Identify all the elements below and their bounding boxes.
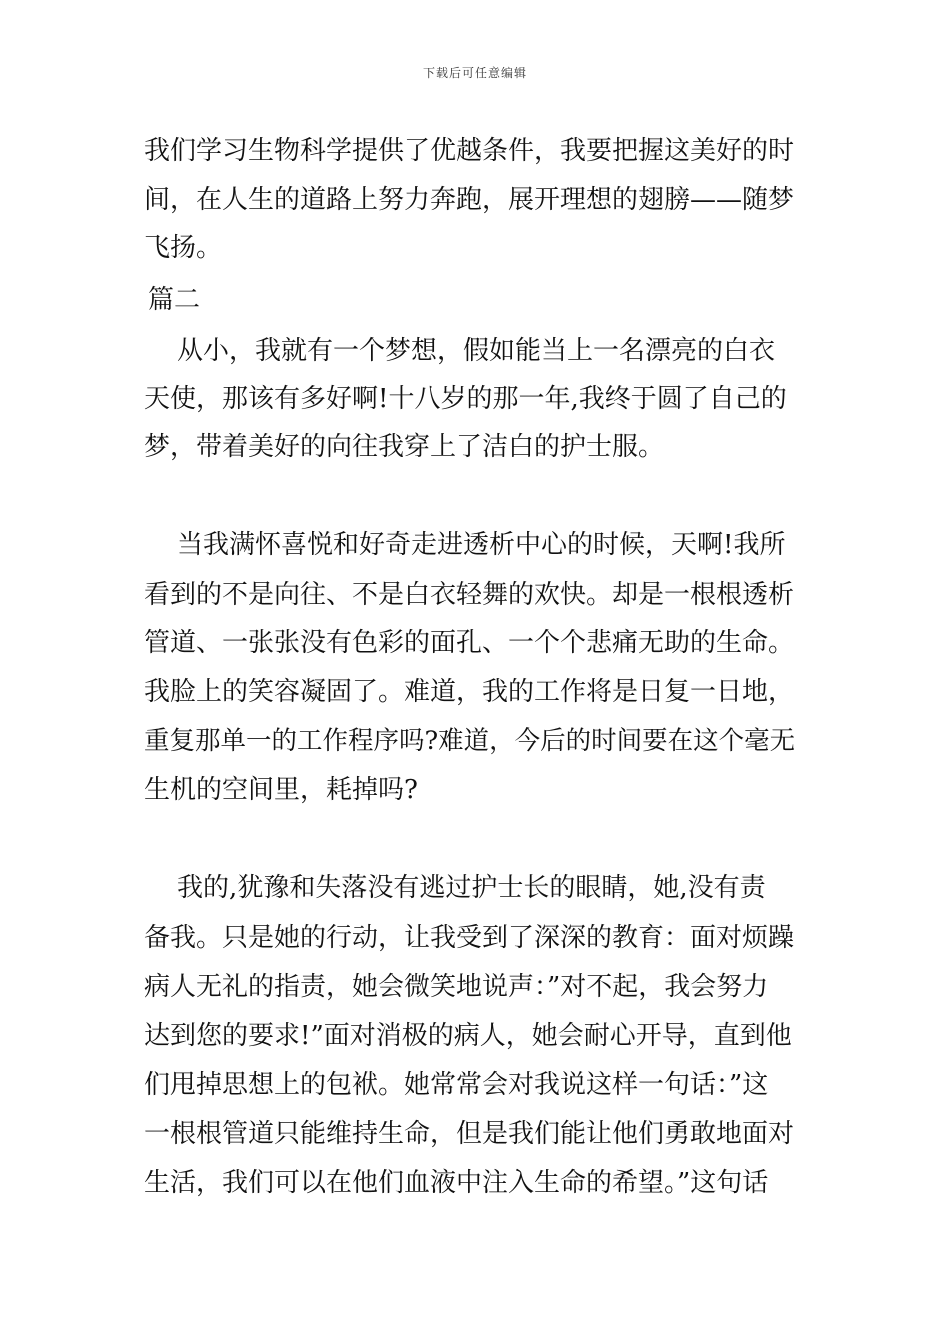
section-heading: 篇二 bbox=[148, 285, 201, 315]
text-line: 间，在人生的道路上努力奔跑，展开理想的翅膀——随梦 bbox=[144, 185, 795, 215]
text-line: 我们学习生物科学提供了优越条件，我要把握这美好的时 bbox=[144, 136, 795, 166]
page-header: 下载后可任意编辑 bbox=[422, 66, 527, 80]
text-line: 病人无礼的指责，她会微笑地说声：”对不起，我会努力 bbox=[144, 972, 769, 1002]
text-line: 从小，我就有一个梦想，假如能当上一名漂亮的白衣 bbox=[144, 336, 776, 366]
text-line: 当我满怀喜悦和好奇走进透析中心的时候，天啊!我所 bbox=[144, 530, 786, 560]
text-line: 们甩掉思想上的包袱。她常常会对我说这样一句话：”这 bbox=[144, 1070, 769, 1100]
text-line: 天使，那该有多好啊!十八岁的那一年,我终于圆了自己的 bbox=[144, 384, 787, 414]
text-line: 飞扬。 bbox=[144, 233, 223, 263]
text-line: 我脸上的笑容凝固了。难道，我的工作将是日复一日地， bbox=[144, 677, 795, 707]
text-line: 备我。只是她的行动，让我受到了深深的教育：面对烦躁 bbox=[144, 923, 795, 953]
text-line: 我的,犹豫和失落没有逃过护士长的眼睛，她,没有责 bbox=[144, 873, 766, 903]
text-line: 生机的空间里，耗掉吗? bbox=[144, 775, 418, 805]
text-line: 达到您的要求!”面对消极的病人，她会耐心开导，直到他 bbox=[144, 1021, 792, 1051]
text-line: 管道、一张张没有色彩的面孔、一个个悲痛无助的生命。 bbox=[144, 628, 795, 658]
text-line: 梦，带着美好的向往我穿上了洁白的护士服。 bbox=[144, 432, 665, 462]
text-line: 一根根管道只能维持生命，但是我们能让他们勇敢地面对 bbox=[144, 1119, 795, 1149]
text-line: 看到的不是向往、不是白衣轻舞的欢快。却是一根根透析 bbox=[144, 580, 795, 610]
text-line: 重复那单一的工作程序吗?难道，今后的时间要在这个毫无 bbox=[144, 726, 796, 756]
text-line: 生活，我们可以在他们血液中注入生命的希望。”这句话 bbox=[144, 1168, 769, 1198]
